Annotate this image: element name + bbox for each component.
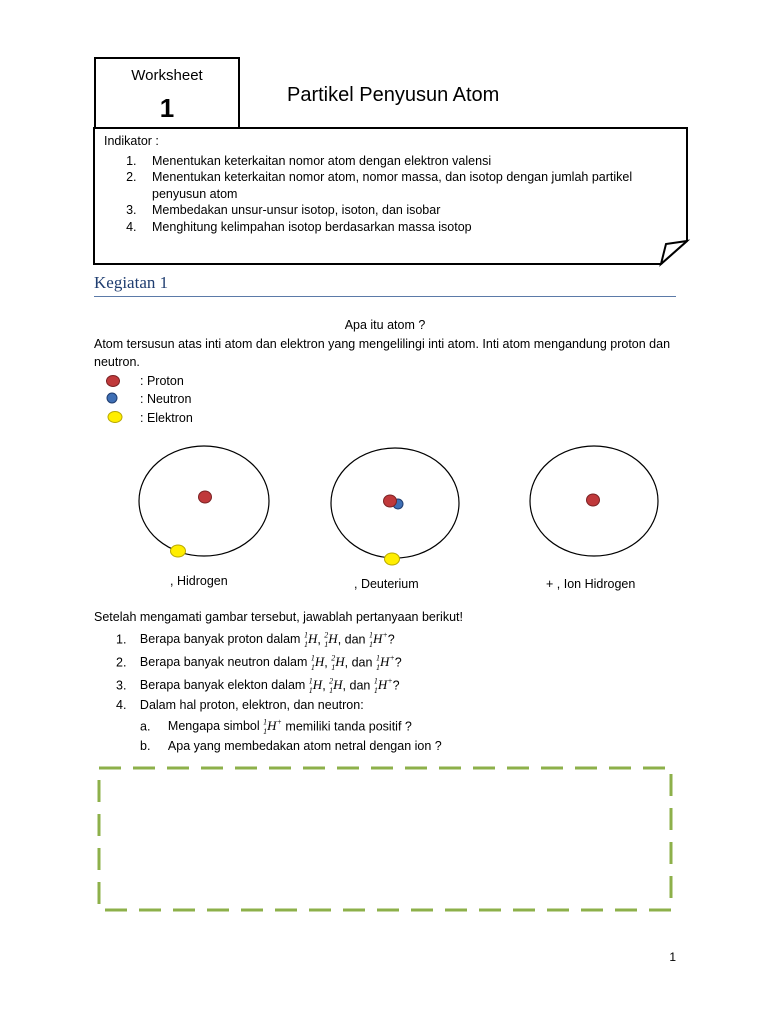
caption-deuterium: , Deuterium — [354, 577, 419, 591]
indicator-list — [104, 153, 684, 236]
worksheet-label: Worksheet — [131, 67, 203, 84]
hydrogen-ion-atom-diagram — [530, 446, 658, 556]
deuterium-atom-diagram — [331, 448, 459, 565]
symbol-h1: $^1_1$H — [308, 677, 323, 695]
indicator-item: 1. Menentukan keterkaitan nomor atom dengan elektron valensi — [140, 153, 684, 170]
legend-proton: : Proton — [140, 374, 184, 388]
intro-text: Atom tersusun atas inti atom dan elektron yang mengelilingi inti atom. Inti atom mengandung proton dan neutron. — [94, 337, 671, 369]
electron-icon — [171, 545, 186, 557]
question-number: 4. — [116, 698, 127, 712]
symbol-h2: $^2_1$H — [324, 631, 338, 649]
symbol-h2: $^2_1$H — [329, 677, 343, 695]
activity-heading: Kegiatan 1 — [94, 273, 169, 292]
atom-diagrams — [130, 440, 670, 570]
legend-markers — [104, 373, 126, 425]
question-number: 1. — [116, 632, 127, 647]
heading-divider — [94, 296, 676, 297]
question-title: Apa itu atom ? — [344, 318, 426, 332]
page-number: 1 — [669, 950, 676, 964]
question-number: 3. — [116, 678, 127, 693]
proton-icon — [199, 491, 212, 503]
answer-box[interactable] — [96, 765, 674, 913]
legend-neutron: : Neutron — [140, 392, 192, 406]
symbol-h1: $^1_1$H — [310, 654, 325, 672]
question-4: 4. Dalam hal proton, elektron, dan neutron: — [116, 698, 364, 712]
neutron-icon — [107, 393, 117, 403]
question-3: 3. Berapa banyak elekton dalam $^1_1$H, $^2_1$H, dan $^1_1$H+? — [116, 677, 400, 695]
symbol-h-plus: $^1_1$H+ — [375, 654, 395, 672]
question-letter: a. — [140, 719, 151, 734]
legend-electron: : Elektron — [140, 411, 193, 425]
hydrogen-atom-diagram — [139, 446, 269, 557]
symbol-h2: $^2_1$H — [331, 654, 345, 672]
indicator-item: 2. Menentukan keterkaitan nomor atom, nomor massa, dan isotop dengan jumlah partikel penyusun atom — [140, 169, 684, 202]
symbol-h-plus: $^1_1$H+ — [368, 631, 388, 649]
question-1: 1. Berapa banyak proton dalam $^1_1$H, $^2_1$H, dan $^1_1$H+? — [116, 631, 395, 649]
electron-icon — [385, 553, 400, 565]
electron-icon — [108, 412, 122, 423]
question-4a: a. Mengapa simbol $^1_1$H+ memiliki tanda positif ? — [140, 718, 412, 736]
questions-lead: Setelah mengamati gambar tersebut, jawablah pertanyaan berikut! — [94, 610, 463, 624]
symbol-h-plus: $^1_1$H+ — [373, 677, 393, 695]
proton-icon — [587, 494, 600, 506]
question-4b: b. Apa yang membedakan atom netral dengan ion ? — [140, 739, 442, 753]
page-title: Partikel Penyusun Atom — [287, 84, 500, 106]
indicator-heading: Indikator : — [104, 134, 159, 148]
proton-icon — [107, 376, 120, 387]
worksheet-box — [94, 57, 240, 127]
question-letter: b. — [140, 739, 151, 753]
proton-icon — [384, 495, 397, 507]
caption-hydrogen: , Hidrogen — [170, 574, 228, 588]
caption-hydrogen-ion: + , Ion Hidrogen — [546, 577, 636, 591]
indicator-item: 4. Menghitung kelimpahan isotop berdasarkan massa isotop — [140, 219, 684, 236]
symbol-h1: $^1_1$H — [303, 631, 318, 649]
question-2: 2. Berapa banyak neutron dalam $^1_1$H, $^2_1$H, dan $^1_1$H+? — [116, 654, 402, 672]
worksheet-number: 1 — [159, 93, 175, 123]
indicator-box — [104, 133, 684, 235]
symbol-h-plus: $^1_1$H+ — [263, 718, 282, 736]
indicator-item: 3. Membedakan unsur-unsur isotop, isoton, dan isobar — [140, 202, 684, 219]
question-number: 2. — [116, 655, 127, 670]
